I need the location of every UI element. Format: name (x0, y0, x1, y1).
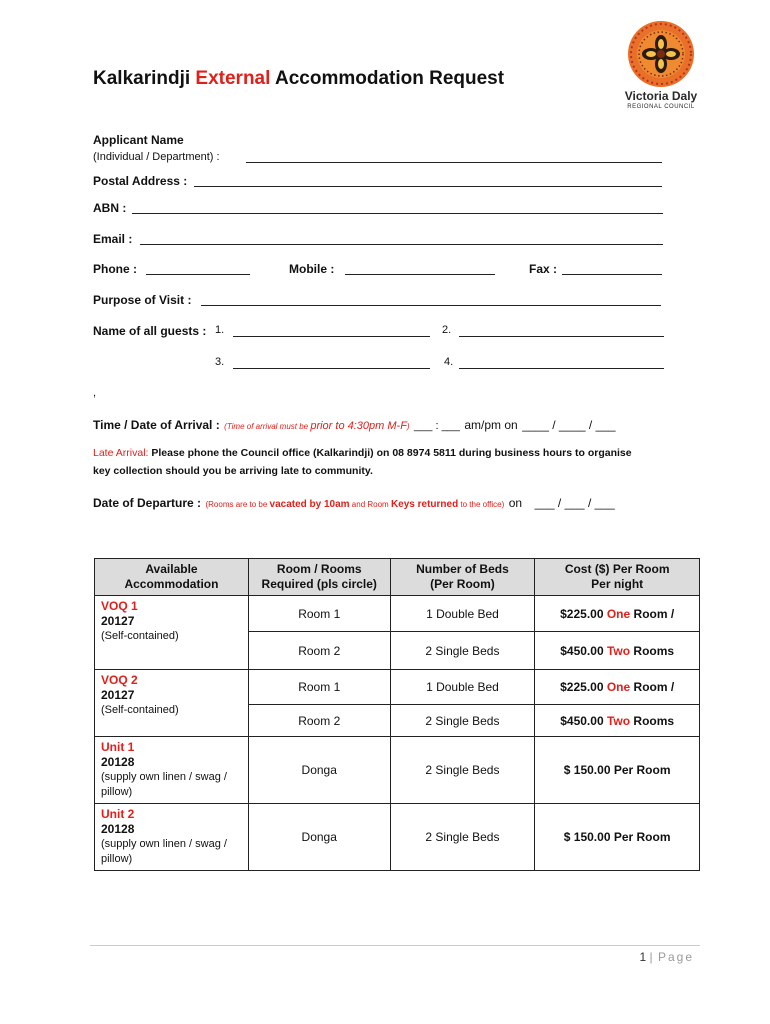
voq1-cost-one: $225.00 One Room / (535, 596, 700, 632)
unit2-beds: 2 Single Beds (390, 804, 535, 871)
mobile-field[interactable] (345, 274, 495, 275)
applicant-field[interactable] (246, 162, 662, 163)
abn-field[interactable] (132, 213, 663, 214)
stray-comma: , (93, 387, 97, 399)
council-emblem-icon (614, 20, 708, 90)
phone-field[interactable] (146, 274, 250, 275)
applicant-sub-label: (Individual / Department) : (93, 151, 220, 163)
voq1-room1-option[interactable]: Room 1 (248, 596, 390, 632)
guest-4-field[interactable] (459, 368, 664, 369)
header-beds: Number of Beds (Per Room) (390, 559, 535, 596)
logo-subtitle: REGIONAL COUNCIL (627, 104, 695, 110)
table-row (95, 670, 700, 705)
departure-row (93, 494, 615, 512)
phone-label: Phone : (93, 262, 137, 276)
guest-1-label: 1. (215, 324, 225, 336)
guest-4-label: 4. (444, 356, 454, 368)
voq1-room2-option[interactable]: Room 2 (248, 632, 390, 670)
arrival-row (93, 416, 616, 434)
header-available: Available Accommodation (95, 559, 249, 596)
postal-address-field[interactable] (194, 186, 662, 187)
voq2-cell: VOQ 2 20127 (Self-contained) (95, 670, 249, 737)
victoria-daly-logo (614, 20, 722, 112)
departure-note: (Rooms are to be vacated by 10am and Room Keys returned to the office) (205, 499, 505, 510)
departure-label: Date of Departure : (93, 496, 202, 510)
unit2-cell: Unit 2 20128 (supply own linen / swag / pillow) (95, 804, 249, 871)
table-header-row (95, 559, 700, 596)
voq1-beds1: 1 Double Bed (390, 596, 535, 632)
email-field[interactable] (140, 244, 663, 245)
arrival-note: (Time of arrival must be prior to 4:30pm M-F) (224, 420, 410, 432)
purpose-field[interactable] (201, 305, 661, 306)
table-row (95, 737, 700, 804)
guest-2-field[interactable] (459, 336, 664, 337)
unit1-room-option[interactable]: Donga (248, 737, 390, 804)
voq2-beds1: 1 Double Bed (390, 670, 535, 705)
mobile-label: Mobile : (289, 262, 335, 276)
header-cost: Cost ($) Per Room Per night (535, 559, 700, 596)
voq1-cell: VOQ 1 20127 (Self-contained) (95, 596, 249, 670)
unit1-cost: $ 150.00 Per Room (535, 737, 700, 804)
table-row (95, 804, 700, 871)
guest-1-field[interactable] (233, 336, 430, 337)
fax-label: Fax : (529, 262, 558, 276)
guest-3-label: 3. (215, 356, 225, 368)
page-title: Kalkarindji External Accommodation Request (93, 68, 505, 89)
voq1-cost-two: $450.00 Two Rooms (535, 632, 700, 670)
guest-3-field[interactable] (233, 368, 430, 369)
guest-2-label: 2. (442, 324, 452, 336)
fax-field[interactable] (562, 274, 662, 275)
voq2-cost-two: $450.00 Two Rooms (535, 705, 700, 737)
voq2-cost-one: $225.00 One Room / (535, 670, 700, 705)
arrival-time-field[interactable]: ___ : ___ (414, 420, 460, 432)
guests-label: Name of all guests : (93, 324, 207, 338)
arrival-label: Time / Date of Arrival : (93, 418, 220, 432)
unit1-beds: 2 Single Beds (390, 737, 535, 804)
logo-name: Victoria Daly (624, 89, 698, 103)
voq2-room2-option[interactable]: Room 2 (248, 705, 390, 737)
departure-date-field[interactable]: ___ / ___ / ___ (534, 496, 615, 510)
unit2-room-option[interactable]: Donga (248, 804, 390, 871)
applicant-label: Applicant Name (93, 133, 184, 147)
unit2-cost: $ 150.00 Per Room (535, 804, 700, 871)
postal-address-label: Postal Address : (93, 174, 188, 188)
header-room: Room / Rooms Required (pls circle) (248, 559, 390, 596)
arrival-ampm: am/pm on (464, 418, 518, 432)
table-row (95, 596, 700, 632)
email-label: Email : (93, 232, 133, 246)
footer-divider (90, 945, 700, 946)
purpose-label: Purpose of Visit : (93, 293, 192, 307)
late-arrival-line1: Late Arrival: Please phone the Council office (Kalkarindji) on 08 8974 5811 during business hours to organise (93, 447, 632, 459)
departure-on: on (508, 496, 523, 510)
unit1-cell: Unit 1 20128 (supply own linen / swag / pillow) (95, 737, 249, 804)
voq1-beds2: 2 Single Beds (390, 632, 535, 670)
abn-label: ABN : (93, 201, 127, 215)
page-number: 1 | Page (639, 950, 694, 964)
voq2-room1-option[interactable]: Room 1 (248, 670, 390, 705)
voq2-beds2: 2 Single Beds (390, 705, 535, 737)
late-arrival-line2: key collection should you be arriving late to community. (93, 465, 373, 477)
arrival-date-field[interactable]: ____ / ____ / ___ (522, 418, 616, 432)
accommodation-table (94, 558, 700, 871)
